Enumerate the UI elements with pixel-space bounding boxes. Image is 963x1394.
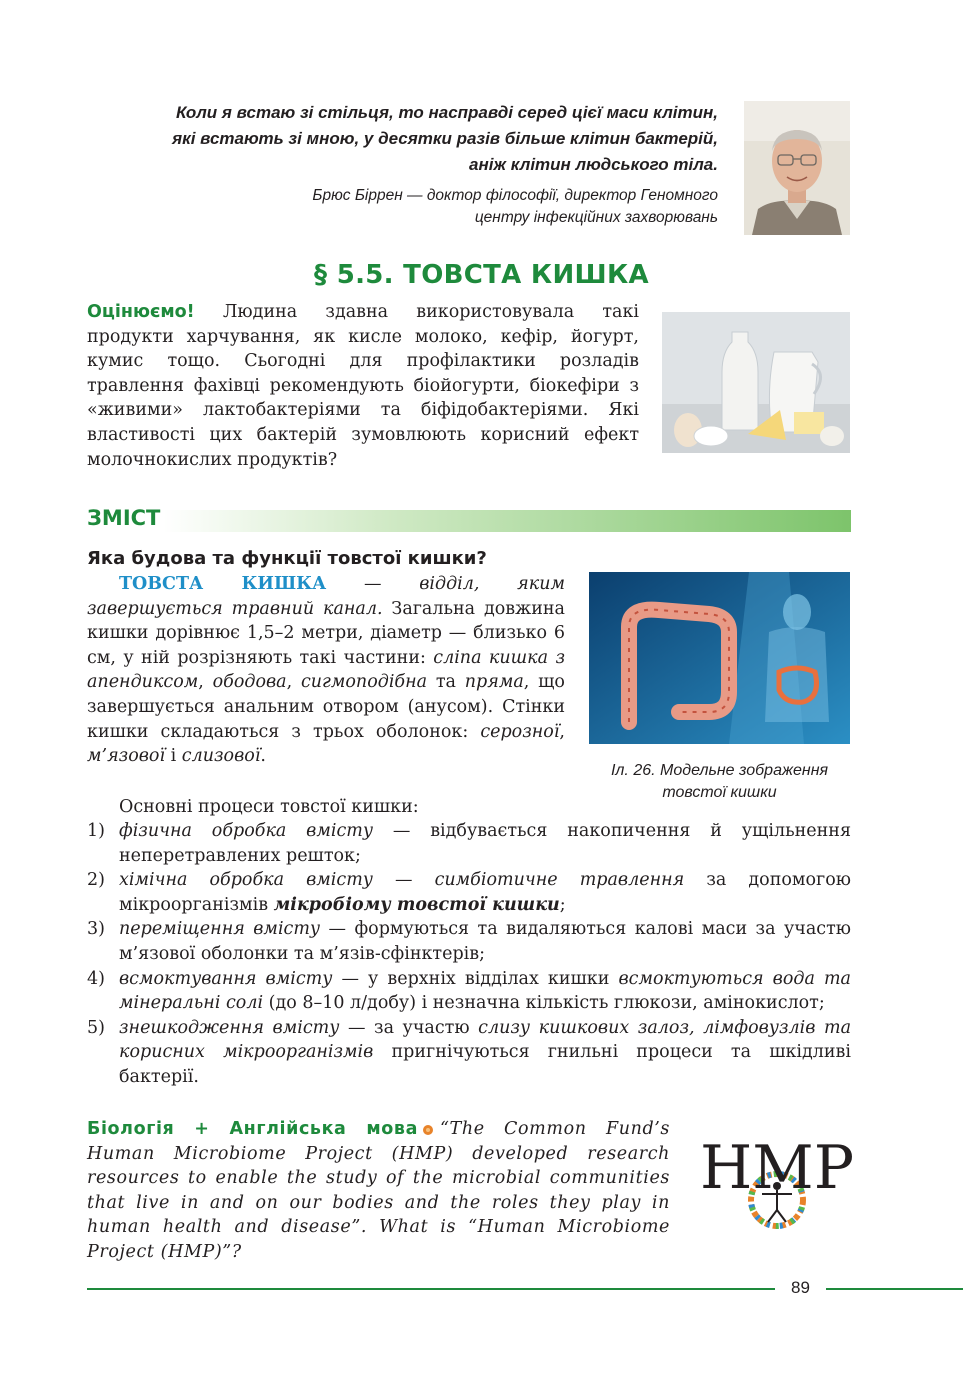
flower-icon xyxy=(422,1124,434,1136)
colon-illustration xyxy=(589,572,850,744)
list-item: 2) хімічна обробка вмісту — симбіотичне травлення за допомогою мікроорганізмів мікробіому товстої кишки; xyxy=(87,870,851,915)
epigraph-line: Коли я встаю зі стільця, то насправді серед цієї маси клітин, xyxy=(176,103,718,122)
footer-rule-left xyxy=(87,1288,775,1290)
hmp-logo xyxy=(702,1120,852,1235)
intro-label: Оцінюємо! xyxy=(87,302,195,322)
processes-list xyxy=(87,819,851,1090)
section-title: § 5.5. ТОВСТА КИШКА xyxy=(314,260,649,290)
definition-paragraph: ТОВСТА КИШКА — відділ, яким завершується травний канал. Загальна довжина кишки дорівнює 1,5–2 метри, діаметр — близько 6 см, у ній розрізняють такі частини: сліпа кишка з апендиксом, ободова, сигмоподібна та пряма, що завершується анальним отвором (анусом). Стінки кишки складаються з трьох оболонок: серозної, м’язової і слизової. xyxy=(87,574,565,767)
epigraph-author xyxy=(118,185,718,229)
author-portrait xyxy=(744,101,850,235)
list-item: 3) переміщення вмісту — формуються та видаляються калові маси за участю м’язової оболонки та м’язів-сфінктерів; xyxy=(87,919,851,964)
dairy-products-image xyxy=(662,312,850,453)
task-label: Біологія + Англійська мова xyxy=(87,1119,419,1139)
processes-heading: Основні процеси товстої кишки: xyxy=(119,797,419,817)
page-number: 89 xyxy=(791,1278,810,1297)
author-line: центру інфекційних захворювань xyxy=(474,209,718,226)
epigraph-line: які встають зі мною, у десятки разів більше клітин бактерій, xyxy=(172,129,718,148)
list-item: 4) всмоктування вмісту — у верхніх відділах кишки всмоктуються вода та мінеральні солі (до 8–10 л/добу) і незначна кількість глюкози, амінокислот; xyxy=(87,968,851,1014)
crossdisciplinary-task xyxy=(87,1117,670,1265)
list-item: 1) фізична обробка вмісту — відбувається накопичення й ущільнення неперетравлених решток; xyxy=(87,821,851,866)
footer-rule-right xyxy=(826,1288,963,1290)
author-line: Брюс Біррен — доктор філософії, директор Геномного xyxy=(312,187,718,204)
epigraph-line: аніж клітин людського тіла. xyxy=(469,155,718,174)
term: ТОВСТА КИШКА xyxy=(119,574,327,594)
intro-paragraph xyxy=(87,300,639,472)
intro-text: Людина здавна використовувала такі продукти харчування, як кисле молоко, кефір, йогурт, кумис тощо. Сьогодні для профілактики розладів травлення фахівці рекомендують біойогурти, біокефіри з «живими» лактобактеріями та біфідобактеріями. Які властивості цих бактерій зумовлюють корисний ефект молочнокислих продуктів? xyxy=(87,302,639,470)
content-heading: ЗМІСТ xyxy=(87,506,161,530)
hmp-logo-text: HMP xyxy=(702,1133,852,1203)
list-item: 5) знешкодження вмісту — за участю слизу кишкових залоз, лімфовузлів та корисних мікроорганізмів пригнічуються гнильні процеси та шкідливі бактерії. xyxy=(87,1017,852,1087)
section-banner xyxy=(87,510,851,532)
figure-caption: Іл. 26. Модельне зображення товстої кишки xyxy=(610,762,829,801)
question-heading: Яка будова та функції товстої кишки? xyxy=(87,548,487,569)
epigraph-quote xyxy=(78,100,718,178)
task-text: “The Common Fund’s Human Microbiome Project (HMP) developed research resources to enable the study of the microbial communities that live in and on our bodies and the roles they play in human health and disease”. What is “Human Microbiome Project (HMP)”? xyxy=(87,1119,671,1262)
